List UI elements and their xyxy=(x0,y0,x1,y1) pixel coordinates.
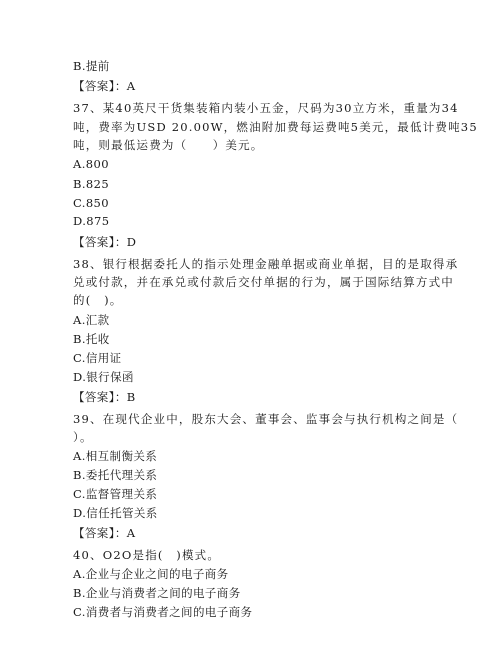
option-b: B.企业与消费者之间的电子商务 xyxy=(73,586,241,600)
option-d: D.875 xyxy=(73,214,110,228)
option-d: D.信任托管关系 xyxy=(73,506,158,520)
option-a: A.相互制衡关系 xyxy=(73,449,158,463)
question-38-line-3: 的( )。 xyxy=(73,293,123,307)
answer-line: 【答案】：A xyxy=(73,526,136,540)
option-d: D.银行保函 xyxy=(73,370,134,384)
answer-line: 【答案】：A xyxy=(73,79,136,93)
question-38-line-1: 38、银行根据委托人的指示处理金融单据或商业单据，目的是取得承 xyxy=(73,257,459,271)
answer-line: 【答案】：D xyxy=(73,235,137,249)
option-c: C.监督管理关系 xyxy=(73,487,158,501)
question-37-line-3: 吨，则最低运费为（ ）美元。 xyxy=(73,138,264,152)
option-a: A.800 xyxy=(73,157,109,171)
option-c: C.850 xyxy=(73,196,109,210)
option-c: C.信用证 xyxy=(73,351,122,365)
option-a: A.汇款 xyxy=(73,313,110,327)
option-b: B.委托代理关系 xyxy=(73,468,158,482)
option-a: A.企业与企业之间的电子商务 xyxy=(73,567,229,581)
option-b: B.825 xyxy=(73,177,110,191)
answer-line: 【答案】：B xyxy=(73,390,136,404)
question-38-line-2: 兑或付款，并在承兑或付款后交付单据的行为，属于国际结算方式中 xyxy=(73,275,454,289)
question-39-line-1: 39、在现代企业中，股东大会、董事会、监事会与执行机构之间是（ xyxy=(73,412,459,426)
option-b: B.托收 xyxy=(73,332,110,346)
option-b-prev: B.提前 xyxy=(73,59,110,73)
option-c: C.消费者与消费者之间的电子商务 xyxy=(73,605,253,619)
question-37-line-2: 吨，费率为USD 20.00W，燃油附加费每运费吨5美元，最低计费吨35 xyxy=(73,120,478,134)
question-40-line-1: 40、O2O是指( )模式。 xyxy=(73,548,221,562)
question-37-line-1: 37、某40英尺干货集装箱内装小五金，尺码为30立方米，重量为34 xyxy=(73,101,459,115)
question-39-line-2: ）。 xyxy=(73,430,93,444)
